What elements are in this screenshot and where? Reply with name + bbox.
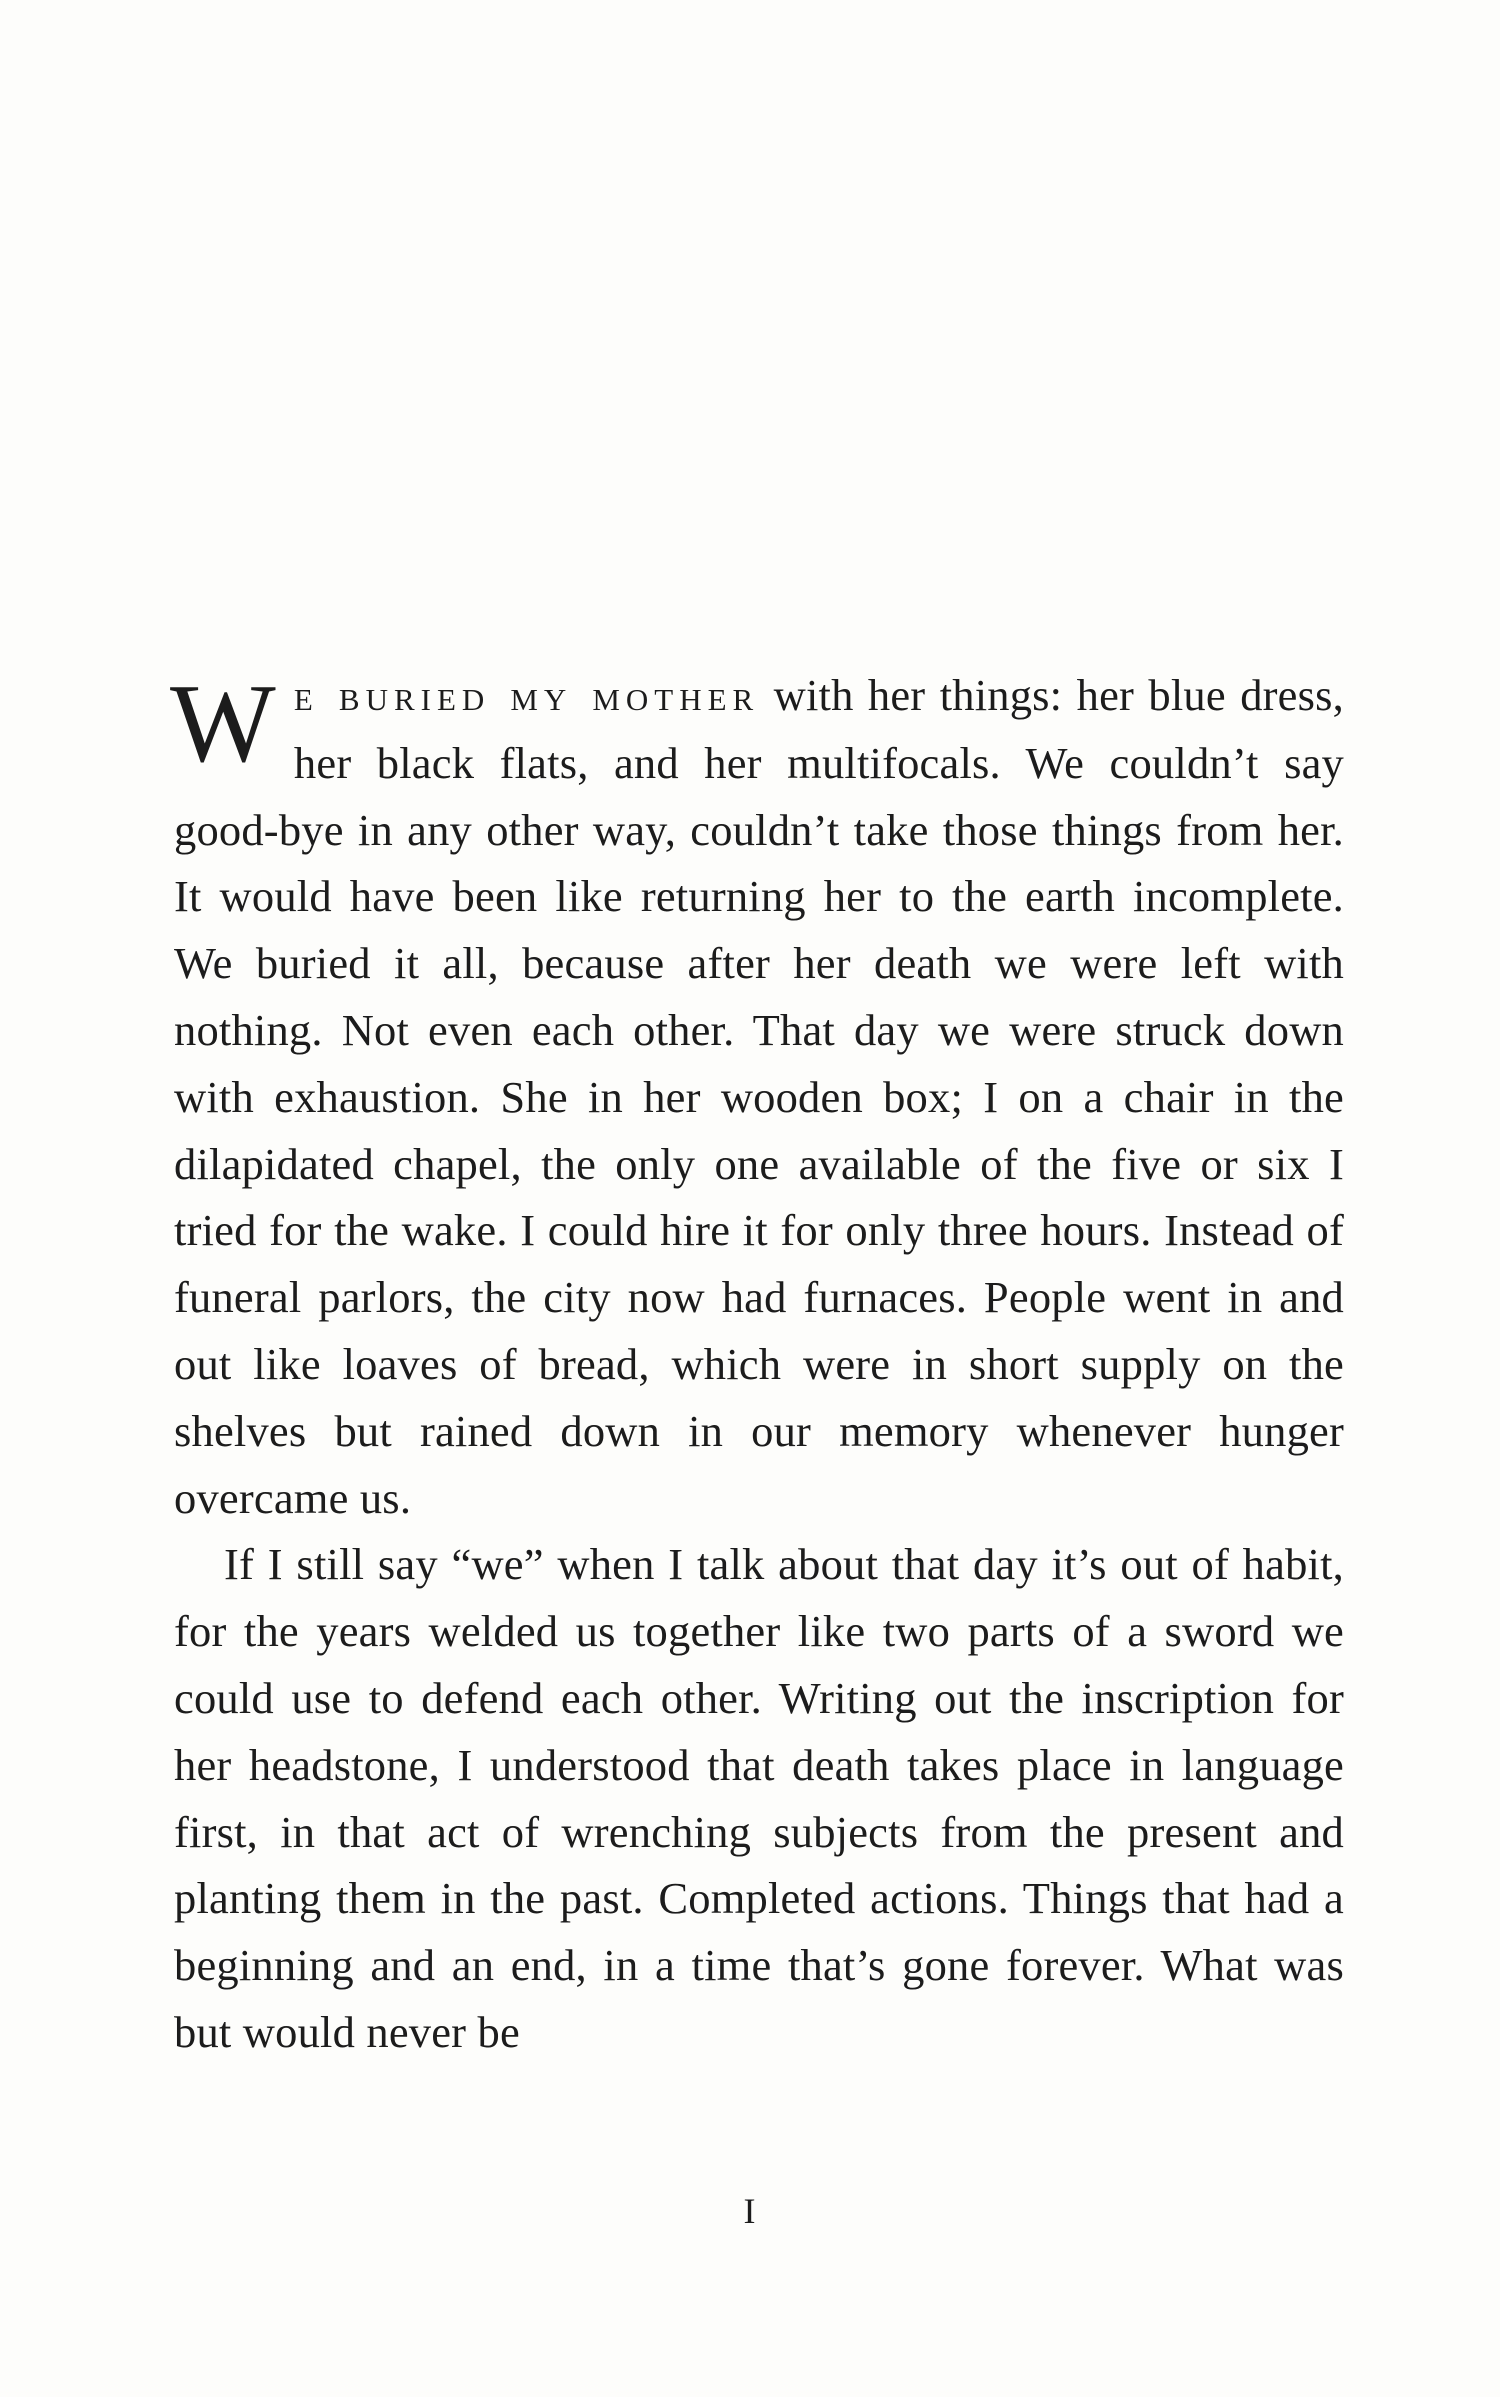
paragraph-1 bbox=[170, 662, 1344, 1531]
drop-cap: W bbox=[170, 662, 276, 786]
paragraph-1-text: with her things: her blue dress, her black flats, and her multifocals. We couldn’t say good-bye in any other way, couldn’t take those things from her. It would have been like returning her to the earth incomplete. We buried it all, because after her death we were left with nothing. Not even each other. That day we were struck down with exhaustion. She in her wooden box; I on a chair in the dilapidated chapel, the only one available of the five or six I tried for the wake. I could hire it for only three hours. Instead of funeral parlors, the city now had furnaces. People went in and out like loaves of bread, which were in short supply on the shelves but rained down in our memory whenever hunger overcame us. bbox=[174, 670, 1344, 1523]
page-number: I bbox=[743, 2191, 757, 2231]
paragraph-2 bbox=[174, 1531, 1344, 2065]
body-text bbox=[170, 662, 1344, 2066]
opening-small-caps: e buried my mother bbox=[293, 671, 760, 720]
paragraph-2-text: If I still say “we” when I talk about that day it’s out of habit, for the years welded us together like two parts of a sword we could use to defend each other. Writing out the inscription for her headstone, I understood that death takes place in language first, in that act of wrenching subjects from the present and planting them in the past. Completed actions. Things that had a beginning and an end, in a time that’s gone forever. What was but would never be bbox=[174, 1539, 1344, 2057]
